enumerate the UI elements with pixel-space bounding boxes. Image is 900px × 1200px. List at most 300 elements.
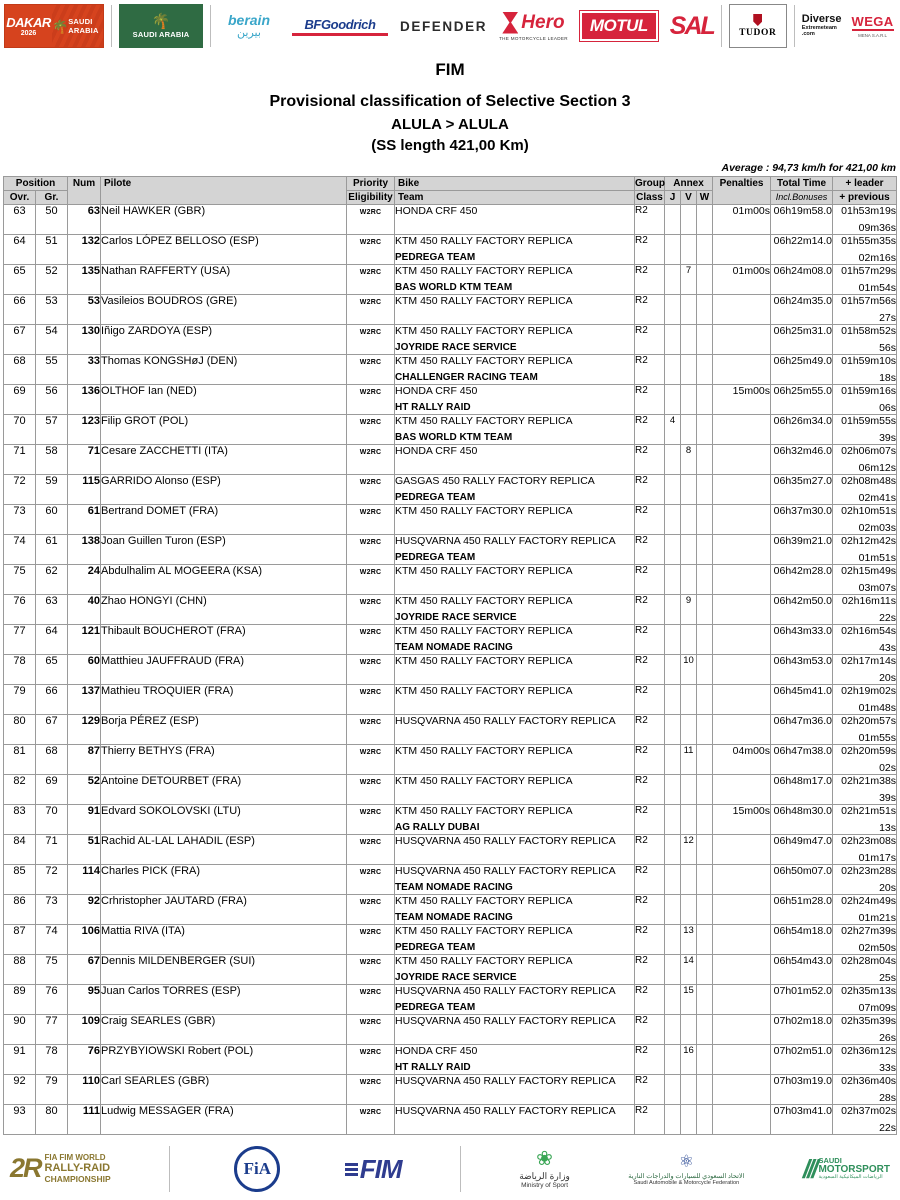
header-sponsor-bar — [0, 0, 900, 52]
cell-gaps — [833, 835, 897, 865]
table-row[interactable] — [4, 325, 897, 355]
saudi-arabia-label: SAUDI ARABIA — [132, 29, 190, 39]
table-row[interactable] — [4, 415, 897, 445]
cell-annex-w — [697, 1075, 713, 1105]
cell-bike-team — [395, 475, 635, 505]
bike-model: HUSQVARNA 450 RALLY FACTORY REPLICA — [395, 865, 616, 877]
ministry-arabic-label: وزارة الرياضة — [519, 1171, 570, 1181]
cell-overall-position: 93 — [4, 1105, 36, 1135]
cell-pilote: Zhao HONGYI (CHN) — [101, 595, 347, 625]
cell-annex-v — [681, 715, 697, 745]
cell-annex-w — [697, 505, 713, 535]
cell-annex-v — [681, 1015, 697, 1045]
cell-total-time: 06h48m30.0 — [771, 805, 833, 835]
gap-to-leader: 02h08m48s — [841, 475, 897, 487]
cell-annex-v: 13 — [681, 925, 697, 955]
cell-annex-w — [697, 295, 713, 325]
cell-eligibility — [347, 655, 395, 685]
hero-logo — [499, 12, 568, 41]
table-row[interactable] — [4, 445, 897, 475]
cell-overall-position: 90 — [4, 1015, 36, 1045]
table-row[interactable] — [4, 745, 897, 775]
cell-total-time: 06h35m27.0 — [771, 475, 833, 505]
bike-model: KTM 450 RALLY FACTORY REPLICA — [395, 505, 573, 517]
cell-penalties — [713, 715, 771, 745]
header-total-time: Total Time — [771, 177, 833, 191]
cell-total-time: 06h26m34.0 — [771, 415, 833, 445]
cell-group-position: 64 — [36, 625, 68, 655]
gap-to-previous: 26s — [879, 1032, 897, 1044]
table-row[interactable] — [4, 955, 897, 985]
bike-model: KTM 450 RALLY FACTORY REPLICA — [395, 955, 573, 967]
cell-group-class: R2 — [635, 595, 665, 625]
cell-pilote: Cesare ZACCHETTI (ITA) — [101, 445, 347, 475]
cell-penalties — [713, 475, 771, 505]
table-row[interactable] — [4, 385, 897, 415]
cell-eligibility — [347, 685, 395, 715]
w2rc-badge: W2RC — [359, 1109, 382, 1116]
cell-annex-v: 10 — [681, 655, 697, 685]
gap-to-leader: 02h21m38s — [841, 775, 897, 787]
tudor-label: TUDOR — [739, 28, 777, 38]
team-name: JOYRIDE RACE SERVICE — [395, 612, 517, 623]
gap-to-leader: 02h24m49s — [841, 895, 897, 907]
cell-group-position: 72 — [36, 865, 68, 895]
cell-annex-j — [665, 925, 681, 955]
gap-to-previous: 43s — [879, 642, 897, 654]
header-annex-w: W — [697, 191, 713, 205]
cell-group-position: 59 — [36, 475, 68, 505]
cell-eligibility — [347, 235, 395, 265]
cell-group-class: R2 — [635, 565, 665, 595]
header-team: Team — [395, 191, 635, 205]
gap-to-leader: 02h36m12s — [841, 1045, 897, 1057]
cell-penalties — [713, 325, 771, 355]
w2rc-badge: W2RC — [359, 809, 382, 816]
bike-model: KTM 450 RALLY FACTORY REPLICA — [395, 775, 573, 787]
cell-group-position: 56 — [36, 385, 68, 415]
cell-group-position: 70 — [36, 805, 68, 835]
cell-bike-team — [395, 775, 635, 805]
cell-penalties — [713, 235, 771, 265]
w2rc-badge: W2RC — [359, 989, 382, 996]
cell-group-position: 68 — [36, 745, 68, 775]
cell-penalties — [713, 835, 771, 865]
gap-to-previous: 22s — [879, 612, 897, 624]
cell-group-position: 78 — [36, 1045, 68, 1075]
cell-annex-v — [681, 625, 697, 655]
w2rc-badge: W2RC — [359, 1079, 382, 1086]
cell-annex-v — [681, 1075, 697, 1105]
cell-group-class: R2 — [635, 445, 665, 475]
cell-annex-v — [681, 385, 697, 415]
cell-overall-position: 77 — [4, 625, 36, 655]
cell-penalties — [713, 595, 771, 625]
cell-race-number: 137 — [68, 685, 101, 715]
samf-emblem-icon: ⚛ — [678, 1151, 694, 1171]
w2rc-badge: W2RC — [359, 539, 382, 546]
header-incl-bonuses: Incl.Bonuses — [771, 191, 833, 205]
cell-annex-j — [665, 475, 681, 505]
cell-eligibility — [347, 955, 395, 985]
cell-group-position: 61 — [36, 535, 68, 565]
hero-label: Hero — [521, 12, 565, 33]
cell-annex-v — [681, 295, 697, 325]
cell-group-class: R2 — [635, 235, 665, 265]
cell-annex-j — [665, 1015, 681, 1045]
cell-gaps — [833, 325, 897, 355]
team-name: PEDREGA TEAM — [395, 942, 476, 953]
cell-penalties — [713, 1105, 771, 1135]
bike-model: HUSQVARNA 450 RALLY FACTORY REPLICA — [395, 1105, 616, 1117]
cell-race-number: 138 — [68, 535, 101, 565]
fim-logo — [345, 1154, 402, 1185]
header-gap-previous: + previous — [833, 191, 897, 205]
saudi-arabia-logo — [119, 4, 203, 48]
cell-bike-team — [395, 505, 635, 535]
cell-annex-w — [697, 325, 713, 355]
cell-eligibility — [347, 535, 395, 565]
cell-pilote: Juan Carlos TORRES (ESP) — [101, 985, 347, 1015]
cell-race-number: 92 — [68, 895, 101, 925]
w2rc-badge: W2RC — [359, 779, 382, 786]
cell-pilote: Craig SEARLES (GBR) — [101, 1015, 347, 1045]
table-row[interactable] — [4, 235, 897, 265]
sponsor-group-media — [802, 0, 894, 52]
cell-race-number: 106 — [68, 925, 101, 955]
cell-pilote: Matthieu JAUFFRAUD (FRA) — [101, 655, 347, 685]
ss-length-subtitle: (SS length 421,00 Km) — [371, 137, 529, 154]
cell-pilote: Borja PÉREZ (ESP) — [101, 715, 347, 745]
table-row[interactable] — [4, 475, 897, 505]
table-row[interactable] — [4, 265, 897, 295]
cell-overall-position: 71 — [4, 445, 36, 475]
cell-group-position: 58 — [36, 445, 68, 475]
cell-group-class: R2 — [635, 835, 665, 865]
cell-bike-team — [395, 655, 635, 685]
cell-gaps — [833, 775, 897, 805]
cell-pilote: Nathan RAFFERTY (USA) — [101, 265, 347, 295]
cell-overall-position: 69 — [4, 385, 36, 415]
diverse-line2: Extremeteam — [801, 24, 837, 31]
cell-bike-team — [395, 715, 635, 745]
w2rc-badge: W2RC — [359, 839, 382, 846]
cell-annex-v: 8 — [681, 445, 697, 475]
cell-group-class: R2 — [635, 205, 665, 235]
cell-eligibility — [347, 205, 395, 235]
w2rc-badge: W2RC — [359, 239, 382, 246]
table-row[interactable] — [4, 1045, 897, 1075]
cell-overall-position: 78 — [4, 655, 36, 685]
cell-total-time: 06h39m21.0 — [771, 535, 833, 565]
cell-gaps — [833, 655, 897, 685]
bike-model: KTM 450 RALLY FACTORY REPLICA — [395, 325, 573, 337]
cell-total-time: 06h54m43.0 — [771, 955, 833, 985]
cell-annex-j — [665, 955, 681, 985]
cell-overall-position: 86 — [4, 895, 36, 925]
team-name: PEDREGA TEAM — [395, 492, 476, 503]
cell-gaps — [833, 475, 897, 505]
cell-group-position: 76 — [36, 985, 68, 1015]
team-name: JOYRIDE RACE SERVICE — [395, 972, 517, 983]
page-title: Provisional classification of Selective Section 3 — [269, 93, 631, 110]
cell-pilote: Carl SEARLES (GBR) — [101, 1075, 347, 1105]
cell-group-position: 60 — [36, 505, 68, 535]
table-row[interactable] — [4, 1015, 897, 1045]
cell-annex-w — [697, 985, 713, 1015]
cell-gaps — [833, 955, 897, 985]
w2rc-badge: W2RC — [359, 419, 382, 426]
team-name: PEDREGA TEAM — [395, 252, 476, 263]
bike-model: KTM 450 RALLY FACTORY REPLICA — [395, 595, 573, 607]
cell-bike-team — [395, 595, 635, 625]
defender-logo: DEFENDER — [400, 18, 488, 34]
cell-overall-position: 75 — [4, 565, 36, 595]
w2rc-line1: FIA FIM WORLD — [44, 1153, 106, 1163]
cell-eligibility — [347, 295, 395, 325]
cell-total-time: 06h32m46.0 — [771, 445, 833, 475]
header-position: Position — [4, 177, 68, 191]
cell-pilote: GARRIDO Alonso (ESP) — [101, 475, 347, 505]
table-row[interactable] — [4, 925, 897, 955]
table-row[interactable] — [4, 295, 897, 325]
cell-race-number: 110 — [68, 1075, 101, 1105]
cell-gaps — [833, 715, 897, 745]
gap-to-previous: 09m36s — [858, 222, 897, 234]
cell-bike-team — [395, 685, 635, 715]
table-row[interactable] — [4, 505, 897, 535]
cell-eligibility — [347, 805, 395, 835]
table-row[interactable] — [4, 655, 897, 685]
gap-to-leader: 02h23m08s — [841, 835, 897, 847]
team-name: BAS WORLD KTM TEAM — [395, 432, 513, 443]
team-name: AG RALLY DUBAI — [395, 822, 480, 833]
cell-eligibility — [347, 1015, 395, 1045]
cell-gaps — [833, 625, 897, 655]
header-class: Class — [636, 192, 663, 203]
dakar-year-text: 2026 — [20, 30, 37, 37]
w2rc-text-lockup — [45, 1154, 111, 1184]
table-header-row-top — [4, 177, 897, 191]
gap-to-previous: 39s — [879, 432, 897, 444]
cell-annex-j — [665, 685, 681, 715]
table-head — [4, 177, 897, 205]
cell-pilote: Carlos LÓPEZ BELLOSO (ESP) — [101, 235, 347, 265]
w2rc-badge: W2RC — [359, 599, 382, 606]
bfgoodrich-underline — [292, 33, 388, 36]
gap-to-leader: 02h23m28s — [841, 865, 897, 877]
cell-eligibility — [347, 925, 395, 955]
samf-arabic-label: الاتحاد السعودي للسيارات والدراجات النارية — [628, 1172, 745, 1180]
diverse-extremeteam-logo — [802, 14, 842, 37]
w2rc-badge: W2RC — [359, 329, 382, 336]
team-name: TEAM NOMADE RACING — [395, 642, 513, 653]
w2rc-badge: W2RC — [359, 479, 382, 486]
table-row[interactable] — [4, 625, 897, 655]
cell-overall-position: 79 — [4, 685, 36, 715]
gap-to-leader: 01h58m52s — [841, 325, 897, 337]
cell-group-class: R2 — [635, 775, 665, 805]
table-row[interactable] — [4, 715, 897, 745]
hero-lockup — [502, 12, 564, 34]
bike-model: HUSQVARNA 450 RALLY FACTORY REPLICA — [395, 1015, 616, 1027]
table-row[interactable] — [4, 835, 897, 865]
w2rc-badge: W2RC — [359, 1019, 382, 1026]
cell-annex-j — [665, 505, 681, 535]
cell-penalties: 04m00s — [713, 745, 771, 775]
cell-eligibility — [347, 415, 395, 445]
cell-pilote: Bertrand DOMET (FRA) — [101, 505, 347, 535]
saudi-automobile-motorcycle-federation-logo — [628, 1153, 744, 1186]
cell-annex-j — [665, 715, 681, 745]
gap-to-leader: 02h15m49s — [841, 565, 897, 577]
saudi-motorsport-line1: SAUDI — [818, 1156, 842, 1166]
table-row[interactable] — [4, 595, 897, 625]
cell-eligibility — [347, 505, 395, 535]
cell-total-time: 06h47m38.0 — [771, 745, 833, 775]
cell-annex-j: 4 — [665, 415, 681, 445]
bike-model: HONDA CRF 450 — [395, 205, 478, 217]
cell-group-position: 75 — [36, 955, 68, 985]
cell-group-class: R2 — [635, 955, 665, 985]
saudi-motorsport-line2: MOTORSPORT — [818, 1163, 890, 1175]
cell-total-time: 07h02m18.0 — [771, 1015, 833, 1045]
cell-bike-team — [395, 985, 635, 1015]
table-row[interactable] — [4, 805, 897, 835]
gap-to-previous: 20s — [879, 882, 897, 894]
team-name: TEAM NOMADE RACING — [395, 912, 513, 923]
cell-total-time: 06h24m08.0 — [771, 265, 833, 295]
cell-annex-w — [697, 1105, 713, 1135]
cell-total-time: 06h25m49.0 — [771, 355, 833, 385]
cell-annex-v — [681, 325, 697, 355]
table-row[interactable] — [4, 685, 897, 715]
cell-group-class: R2 — [635, 805, 665, 835]
cell-overall-position: 89 — [4, 985, 36, 1015]
w2rc-badge: W2RC — [359, 359, 382, 366]
cell-penalties — [713, 925, 771, 955]
cell-bike-team — [395, 805, 635, 835]
gap-to-leader: 01h59m55s — [841, 415, 897, 427]
cell-bike-team — [395, 1105, 635, 1135]
table-row[interactable] — [4, 1105, 897, 1135]
bike-model: KTM 450 RALLY FACTORY REPLICA — [395, 685, 573, 697]
cell-gaps — [833, 445, 897, 475]
table-row[interactable] — [4, 895, 897, 925]
table-row[interactable] — [4, 865, 897, 895]
cell-annex-j — [665, 1075, 681, 1105]
cell-annex-j — [665, 355, 681, 385]
cell-race-number: 135 — [68, 265, 101, 295]
cell-group-class: R2 — [635, 295, 665, 325]
cell-annex-v: 7 — [681, 265, 697, 295]
cell-group-class: R2 — [635, 1045, 665, 1075]
cell-annex-v: 15 — [681, 985, 697, 1015]
cell-overall-position: 73 — [4, 505, 36, 535]
cell-race-number: 115 — [68, 475, 101, 505]
cell-race-number: 109 — [68, 1015, 101, 1045]
team-name: TEAM NOMADE RACING — [395, 882, 513, 893]
cell-annex-j — [665, 805, 681, 835]
cell-penalties — [713, 535, 771, 565]
saudi-motorsport-line3: الرياضات الميكانيكية السعودية — [818, 1174, 883, 1181]
table-row[interactable] — [4, 355, 897, 385]
bike-model: KTM 450 RALLY FACTORY REPLICA — [395, 295, 573, 307]
cell-annex-j — [665, 1045, 681, 1075]
gap-to-previous: 28s — [879, 1092, 897, 1104]
diverse-line1: Diverse — [801, 13, 842, 26]
gap-to-previous: 20s — [879, 672, 897, 684]
team-name: JOYRIDE RACE SERVICE — [395, 342, 517, 353]
cell-group-class: R2 — [635, 685, 665, 715]
gap-to-leader: 02h20m59s — [841, 745, 897, 757]
cell-annex-w — [697, 235, 713, 265]
cell-annex-w — [697, 745, 713, 775]
cell-total-time: 06h22m14.0 — [771, 235, 833, 265]
cell-overall-position: 83 — [4, 805, 36, 835]
cell-race-number: 95 — [68, 985, 101, 1015]
cell-bike-team — [395, 925, 635, 955]
cell-penalties — [713, 985, 771, 1015]
table-row[interactable] — [4, 775, 897, 805]
sponsor-divider — [111, 5, 112, 47]
table-row[interactable] — [4, 1075, 897, 1105]
table-row[interactable] — [4, 205, 897, 235]
cell-annex-w — [697, 595, 713, 625]
cell-race-number: 71 — [68, 445, 101, 475]
cell-annex-w — [697, 865, 713, 895]
palm-tree-icon: 🌴 — [52, 18, 69, 34]
cell-total-time: 06h42m50.0 — [771, 595, 833, 625]
route-title: ALULA > ALULA — [391, 116, 509, 133]
cell-group-position: 67 — [36, 715, 68, 745]
cell-eligibility — [347, 895, 395, 925]
cell-overall-position: 81 — [4, 745, 36, 775]
gap-to-previous: 02m41s — [858, 492, 897, 504]
ministry-english-label: Ministry of Sport — [521, 1182, 569, 1189]
w2rc-badge: W2RC — [359, 449, 382, 456]
cell-overall-position: 67 — [4, 325, 36, 355]
cell-race-number: 40 — [68, 595, 101, 625]
gap-to-leader: 02h36m40s — [841, 1075, 897, 1087]
bike-model: KTM 450 RALLY FACTORY REPLICA — [395, 625, 573, 637]
wega-label: WEGA — [851, 14, 894, 29]
header-gr: Gr. — [36, 191, 68, 205]
cell-annex-w — [697, 205, 713, 235]
cell-group-position: 80 — [36, 1105, 68, 1135]
header-annex-j: J — [665, 191, 681, 205]
bike-model: HUSQVARNA 450 RALLY FACTORY REPLICA — [395, 715, 616, 727]
table-row[interactable] — [4, 985, 897, 1015]
cell-gaps — [833, 745, 897, 775]
cell-eligibility — [347, 985, 395, 1015]
cell-annex-v: 11 — [681, 745, 697, 775]
cell-annex-j — [665, 835, 681, 865]
bike-model: KTM 450 RALLY FACTORY REPLICA — [395, 805, 573, 817]
cell-race-number: 87 — [68, 745, 101, 775]
gap-to-leader: 02h37m02s — [841, 1105, 897, 1117]
cell-bike-team — [395, 745, 635, 775]
classification-table-wrapper — [0, 176, 900, 1135]
table-row[interactable] — [4, 565, 897, 595]
cell-annex-v — [681, 1105, 697, 1135]
team-name: HT RALLY RAID — [395, 402, 471, 413]
table-row[interactable] — [4, 535, 897, 565]
cell-annex-w — [697, 895, 713, 925]
cell-eligibility — [347, 325, 395, 355]
cell-overall-position: 87 — [4, 925, 36, 955]
cell-annex-v: 12 — [681, 835, 697, 865]
